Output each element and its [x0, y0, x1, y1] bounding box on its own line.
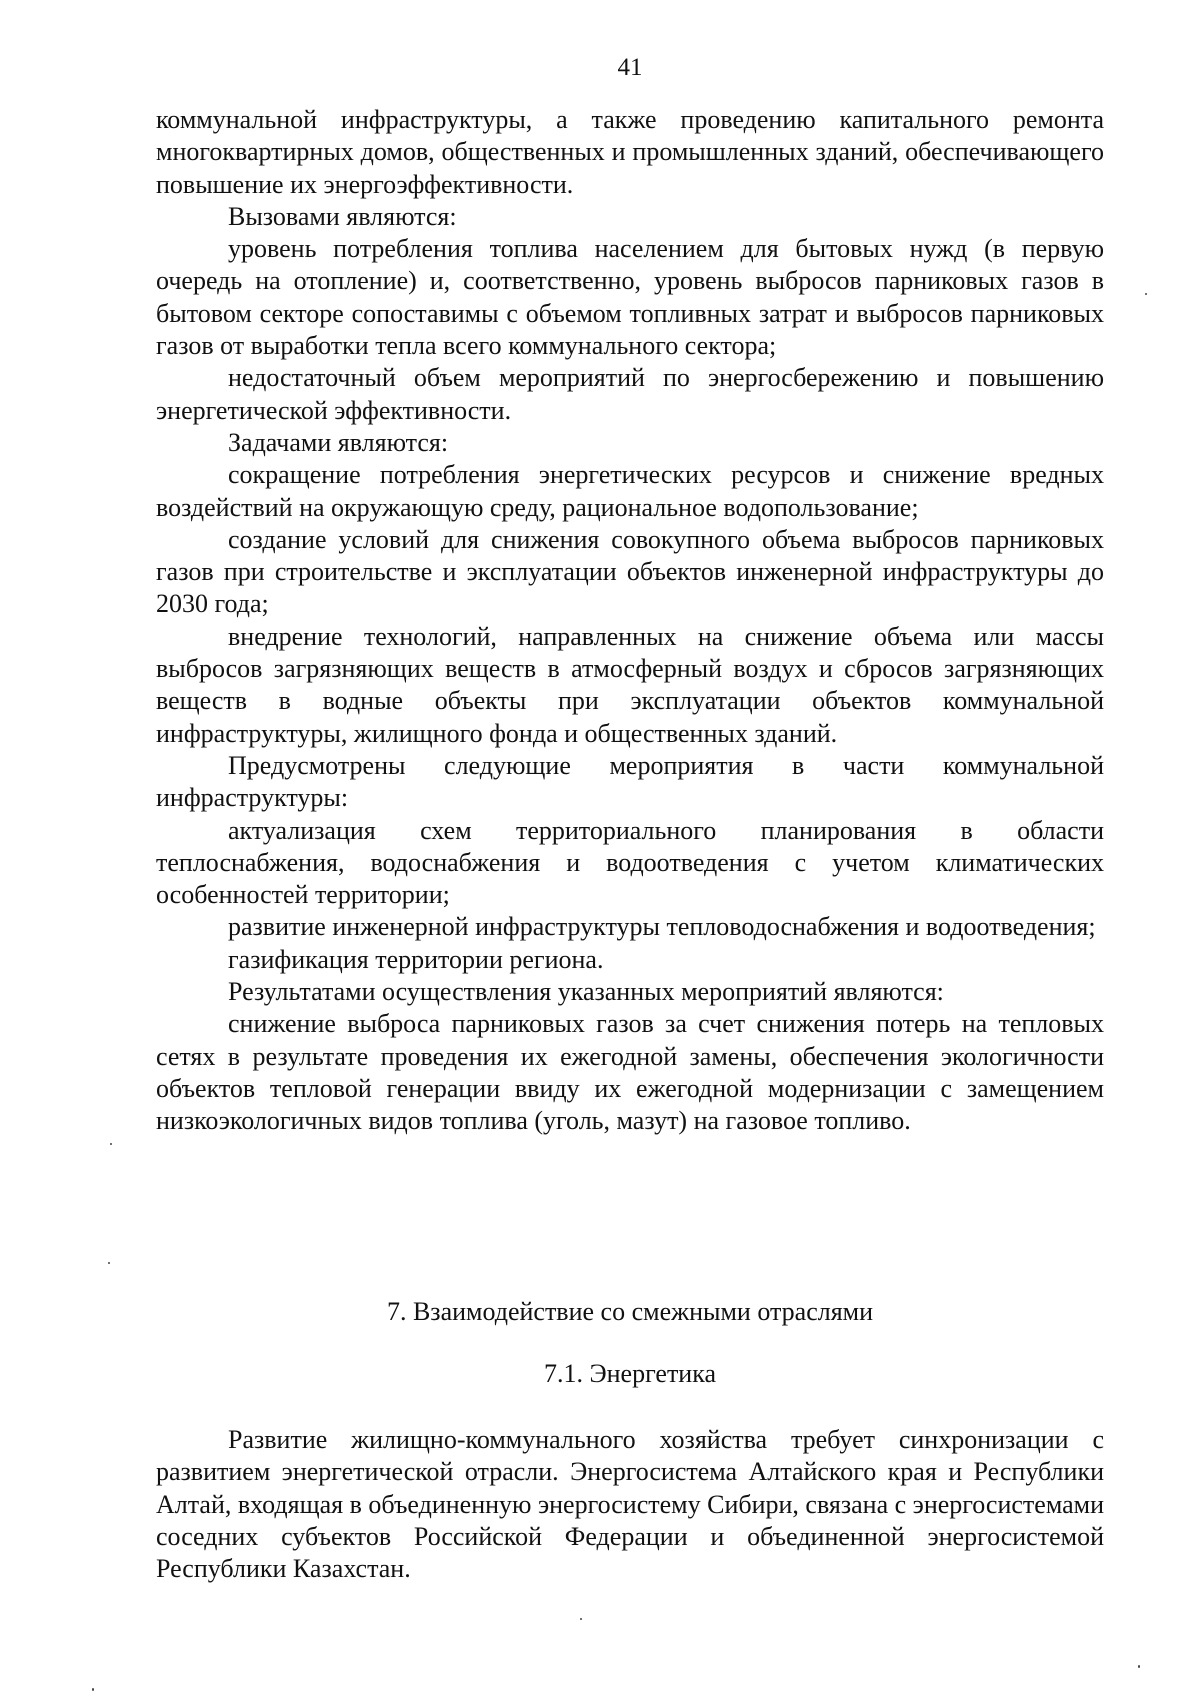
paragraph: актуализация схем территориального планирования в области теплоснабжения, водоснабжения и водоотведения с учетом климатических особенностей территории; — [156, 815, 1104, 910]
paragraph: уровень потребления топлива населением для бытовых нужд (в первую очередь на отопление) и, соответственно, уровень выбросов парниковых газов в бытовом секторе сопоставимы с объемом топливных затрат и выбросов парниковых газов от выработки тепла всего коммунального сектора; — [156, 234, 1104, 361]
paragraph: внедрение технологий, направленных на снижение объема или массы выбросов загрязняющих веществ в атмосферный воздух и сбросов загрязняющих веществ в водные объекты при эксплуатации объектов коммунальной инфраструктуры, жилищного фонда и общественных зданий. — [156, 621, 1104, 748]
scan-speck — [92, 1688, 94, 1691]
paragraph: газификация территории региона. — [228, 944, 604, 974]
paragraph: сокращение потребления энергетических ресурсов и снижение вредных воздействий на окружающую среду, рациональное водопользование; — [156, 460, 1104, 522]
paragraph: Вызовами являются: — [228, 201, 457, 231]
paragraph: Результатами осуществления указанных мероприятий являются: — [228, 977, 944, 1007]
paragraph: коммунальной инфраструктуры, а также проведению капитального ремонта многоквартирных домов, общественных и промышленных зданий, обеспечивающего повышение их энергоэффективности. — [156, 105, 1104, 199]
scan-speck — [110, 1143, 112, 1145]
paragraph: создание условий для снижения совокупного объема выбросов парниковых газов при строительстве и эксплуатации объектов инженерной инфраструктуры до 2030 года; — [156, 524, 1104, 619]
paragraph: развитие инженерной инфраструктуры тепловодоснабжения и водоотведения; — [228, 912, 1096, 942]
scan-speck — [580, 1618, 582, 1620]
paragraph: Задачами являются: — [228, 427, 449, 457]
document-page — [156, 0, 1104, 1696]
body-text — [156, 104, 1104, 1138]
section-heading: 7. Взаимодействие со смежными отраслями — [386, 1297, 874, 1326]
subsection-heading: 7.1. Энергетика — [543, 1359, 717, 1388]
page-number: 41 — [617, 54, 643, 81]
paragraph: недостаточный объем мероприятий по энергосбережению и повышению энергетической эффективности. — [156, 363, 1104, 425]
paragraph: снижение выброса парниковых газов за счет снижения потерь на тепловых сетях в результате проведения их ежегодной замены, обеспечения экологичности объектов тепловой генерации ввиду их ежегодной модернизации с замещением низкоэкологичных видов топлива (уголь, мазут) на газовое топливо. — [156, 1009, 1104, 1136]
paragraph: Предусмотрены следующие мероприятия в части коммунальной инфраструктуры: — [156, 750, 1104, 813]
section-body-text — [156, 1424, 1104, 1585]
scan-speck — [1145, 293, 1147, 295]
scan-speck — [1138, 1665, 1140, 1668]
scan-speck — [108, 1262, 110, 1264]
paragraph: Развитие жилищно-коммунального хозяйства требует синхронизации с развитием энергетической отрасли. Энергосистема Алтайского края и Республики Алтай, входящая в объединенную энергосистему Сибири, связана с энергосистемами соседних субъектов Российской Федерации и объединенной энергосистемой Республики Казахстан. — [156, 1425, 1105, 1584]
